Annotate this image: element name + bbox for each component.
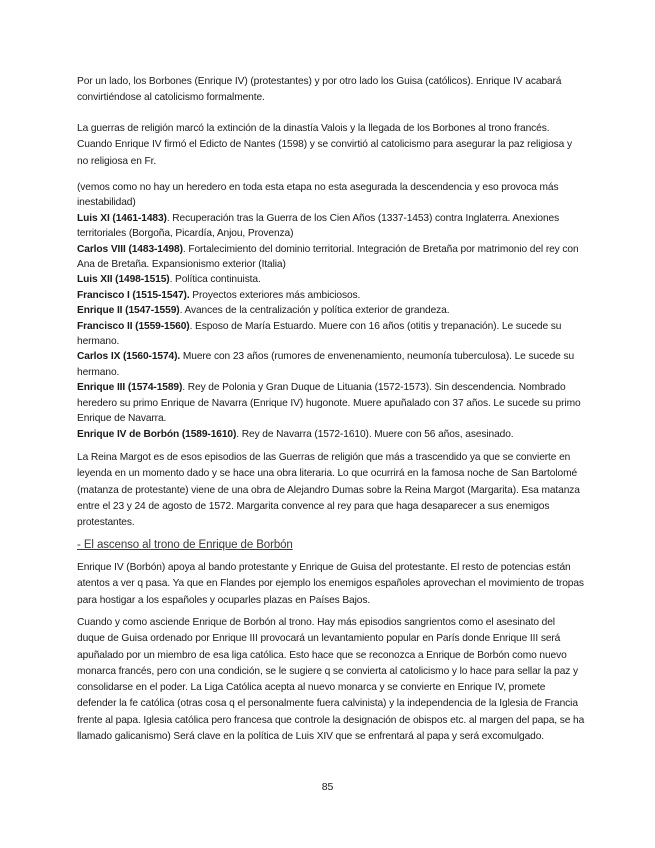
king-entry (77, 211, 585, 242)
king-description: Proyectos exteriores más ambiciosos. (189, 289, 361, 301)
king-entry (77, 242, 585, 273)
king-description: . Fortalecimiento del dominio territorial. Integración de Bretaña por matrimonio del rey con Ana de Bretaña. Expansionismo exterior (Italia) (77, 243, 579, 271)
king-description: . Rey de Navarra (1572-1610). Muere con 56 años, asesinado. (236, 428, 514, 440)
section-heading: - El ascenso al trono de Enrique de Borbón (77, 539, 293, 551)
king-description: . Avances de la centralización y política exterior de grandeza. (179, 305, 450, 317)
king-entry (77, 380, 585, 426)
king-name: Enrique IV de Borbón (1589-1610) (77, 428, 237, 440)
king-description: . Política continuista. (169, 274, 261, 286)
king-name: Luis XI (1461-1483) (77, 212, 167, 224)
page-number: 85 (321, 781, 334, 793)
king-name: Enrique II (1547-1559) (77, 305, 180, 317)
paragraph-enrique-apoyo: Enrique IV (Borbón) apoya al bando protestante y Enrique de Guisa del protestante. El resto de potencias están atentos a ver q pasa. Ya que en Flandes por ejemplo los enemigos españoles aprovechan el movimiento de tropas para hostigar a los españoles y ocuparles plazas en Países Bajos. (77, 562, 584, 606)
kings-list (77, 180, 585, 442)
king-entry (77, 349, 585, 380)
paragraph-guerras-religion: La guerras de religión marcó la extinción de la dinastía Valois y la llegada de los Borbones al trono francés. Cuando Enrique IV firmó el Edicto de Nantes (1598) y se convirtió al catolicismo para asegurar la paz religiosa y no religiosa en Fr. (77, 123, 572, 167)
king-description: Muere con 23 años (rumores de envenenamiento, neumonía tuberculosa). Le sucede su hermano. (77, 351, 575, 378)
king-description: . Rey de Polonia y Gran Duque de Lituania (1572-1573). Sin descendencia. Nombrado heredero su primo Enrique de Navarra (Enrique IV) hugonote. Muere apuñalado con 37 años. Le sucede su primo Enrique de Navarra. (77, 382, 581, 425)
king-entry (77, 288, 585, 303)
king-name: Carlos IX (1560-1574). (77, 351, 181, 363)
king-name: Francisco I (1515-1547). (77, 289, 190, 301)
king-description: . Esposo de María Estuardo. Muere con 16 años (otitis y trepanación). Le sucede su hermano. (77, 320, 562, 348)
king-name: Francisco II (1559-1560) (77, 320, 190, 332)
king-entry (77, 427, 585, 442)
king-name: Carlos VIII (1483-1498) (77, 243, 183, 255)
king-entry (77, 303, 585, 318)
paragraph-borbones-guisa: Por un lado, los Borbones (Enrique IV) (protestantes) y por otro lado los Guisa (católicos). Enrique IV acabará convirtiéndose al catolicismo formalmente. (77, 76, 562, 104)
king-name: Luis XII (1498-1515) (77, 274, 170, 286)
paragraph-ascenso-trono: Cuando y como asciende Enrique de Borbón al trono. Hay más episodios sangrientos como el asesinato del duque de Guisa ordenado por Enrique III provocará un levantamiento popular en París donde Enrique III será apuñalado por un miembro de esa liga católica. Esto hace que se reconozca a Enrique de Borbón como nuevo monarca francés, pero con una condición, se le sugiere q se convierta al catolicismo y lo hace para sellar la paz y consolidarse en el poder. La Liga Católica acepta al nuevo monarca y se convierte en Enrique IV, promete defender la fe católica (otras cosa q el personalmente fuera calvinista) y la independencia de la Iglesia de Francia frente al papa. Iglesia católica pero francesa que controle la designación de obispos etc. al margen del papa, se ha llamado galicanismo) Será clave en la política de Luis XIV que se enfrentará al papa y será excomulgado. (77, 617, 585, 743)
paragraph-reina-margot: La Reina Margot es de esos episodios de las Guerras de religión que más a trascendido ya que se convierte en leyenda en un momento dado y se hace una obra literaria. Lo que ocurrirá en la famosa noche de San Bartolomé (matanza de protestante) viene de una obra de Alejandro Dumas sobre la Reina Margot (Margarita). Esa matanza entre el 23 y 24 de agosto de 1572. Margarita convence al rey para que haga desaparecer a sus enemigos protestantes. (77, 452, 580, 529)
king-name: Enrique III (1574-1589) (77, 382, 183, 394)
king-entry (77, 272, 585, 287)
kings-intro: (vemos como no hay un heredero en toda esta etapa no esta asegurada la descendencia y eso provoca más inestabilidad) (77, 182, 559, 209)
king-entry (77, 319, 585, 350)
king-description: . Recuperación tras la Guerra de los Cien Años (1337-1453) contra Inglaterra. Anexiones territoriales (Borgoña, Picardía, Anjou, Provenza) (77, 212, 560, 240)
